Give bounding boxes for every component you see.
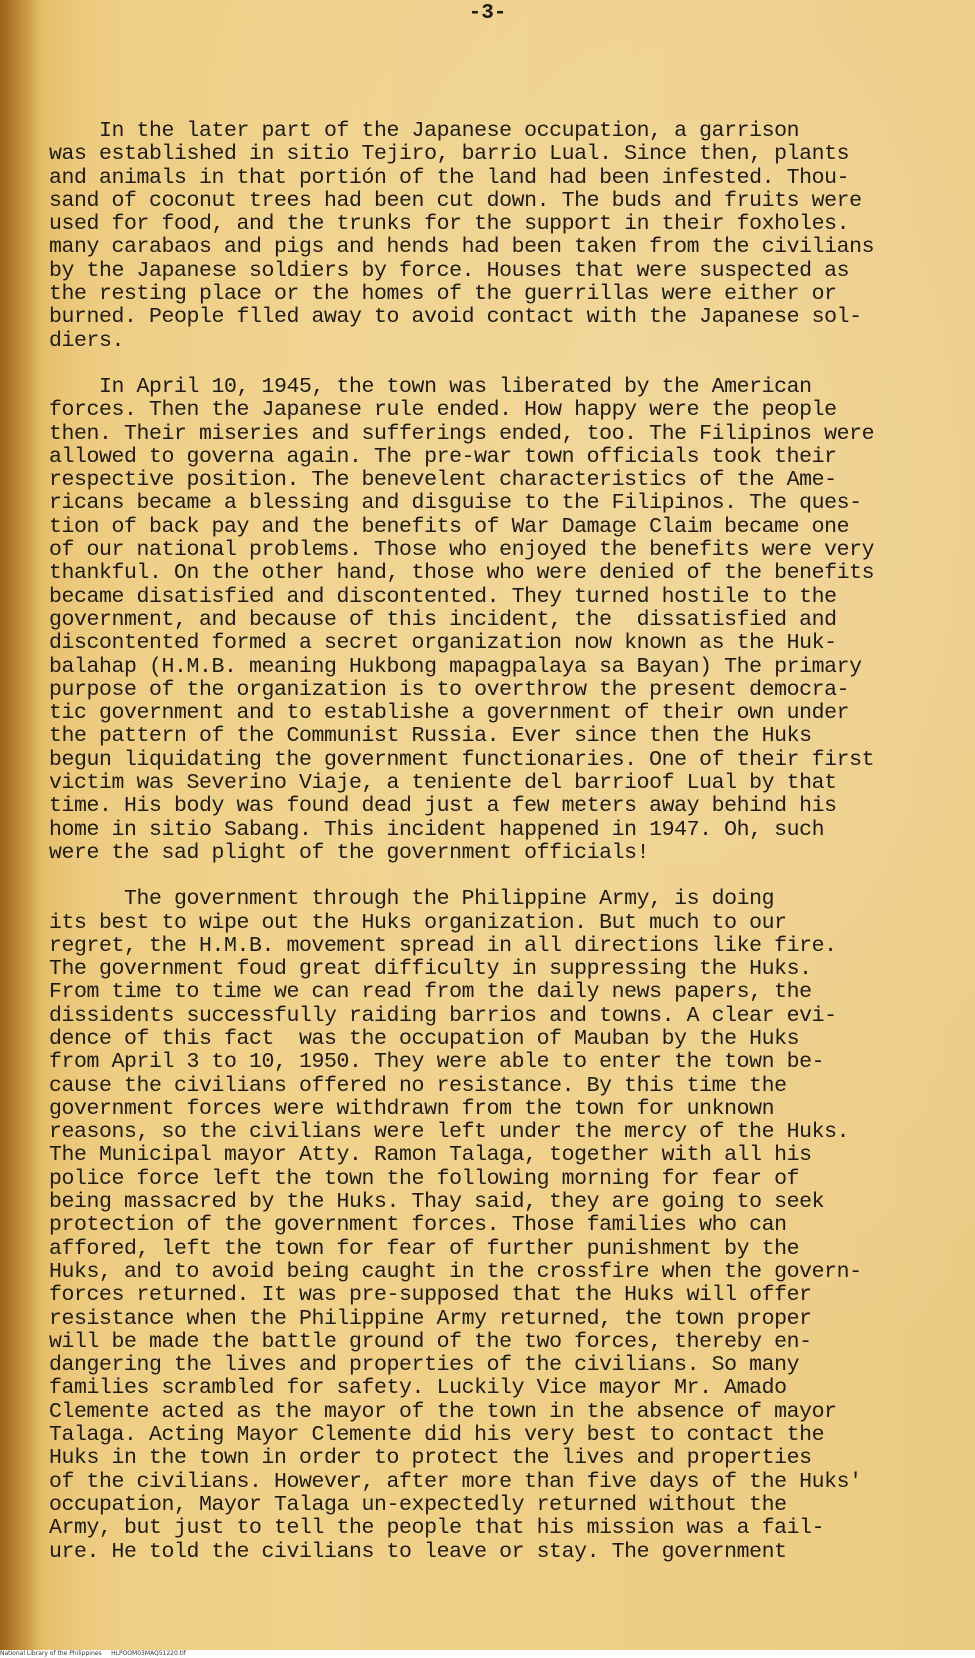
paragraph-japanese-occupation: In the later part of the Japanese occupation, a garrison was established in sitio Tejiro, barrio Lual. Since then, plants and animals in that portión of the land had been infested. Thou- sand of coconut trees had been cut down. The buds and fruits were used for food, and the trunks for the support in their foxholes. many carabaos and pigs and hends had been taken from the civilians by the Japanese soldiers by force. Houses that were suspected as the resting place or the homes of the guerrillas were either or burned. People flled away to avoid contact with the Japanese sol- diers. bbox=[49, 119, 875, 353]
body-text bbox=[49, 120, 969, 1564]
page-edge-shadow bbox=[0, 0, 40, 1650]
paragraph-huk-occupation: The government through the Philippine Army, is doing its best to wipe out the Huks organization. But much to our regret, the H.M.B. movement spread in all directions like fire. The government foud great difficulty in suppressing the Huks. From time to time we can read from the daily news papers, the dissidents successfully raiding barrios and towns. A clear evi- dence of this fact was the occupation of Mauban by the Huks from April 3 to 10, 1950. They were able to enter the town be- cause the civilians offered no resistance. By this time the government forces were withdrawn from the town for unknown reasons, so the civilians were left under the mercy of the Huks. The Municipal mayor Atty. Ramon Talaga, together with all his police force left the town the following morning for fear of being massacred by the Huks. Thay said, they are going to seek protection of the government forces. Those families who can affored, left the town for fear of further punishment by the Huks, and to avoid being caught in the crossfire when the govern- forces returned. It was pre-supposed that the Huks will offer resistance when the Philippine Army returned, the town proper will be made the battle ground of the two forces, thereby en- dangering the lives and properties of the civilians. So many families scrambled for safety. Luckily Vice mayor Mr. Amado Clemente acted as the mayor of the town in the absence of mayor Talaga. Acting Mayor Clemente did his very best to contact the Huks in the town in order to protect the lives and properties of the civilians. However, after more than five days of the Huks' occupation, Mayor Talaga un-expectedly returned without the Army, but just to tell the people that his mission was a fail- ure. He told the civilians to leave or stay. The government bbox=[49, 887, 862, 1564]
scan-footer: National Library of the Philippines HLPOOM03MAQ51220.tif bbox=[0, 1650, 975, 1658]
page-number: -3- bbox=[468, 2, 507, 25]
paragraph-liberation: In April 10, 1945, the town was liberated by the American forces. Then the Japanese rule ended. How happy were the people then. Their miseries and sufferings ended, too. The Filipinos were allowed to governa again. The pre-war town officials took their respective position. The benevelent characteristics of the Ame- ricans became a blessing and disguise to the Filipinos. The ques- tion of back pay and the benefits of War Damage Claim became one of our national problems. Those who enjoyed the benefits were very thankful. On the other hand, those who were denied of the benefits became disatisfied and discontented. They turned hostile to the government, and because of this incident, the dissatisfied and discontented formed a secret organization now known as the Huk- balahap (H.M.B. meaning Hukbong mapagpalaya sa Bayan) The primary purpose of the organization is to overthrow the present democra- tic government and to establishe a government of their own under the pattern of the Communist Russia. Ever since then the Huks begun liquidating the government functionaries. One of their first victim was Severino Viaje, a teniente del barrioof Lual by that time. His body was found dead just a few meters away behind his home in sitio Sabang. This incident happened in 1947. Oh, such were the sad plight of the government officials! bbox=[49, 374, 875, 865]
